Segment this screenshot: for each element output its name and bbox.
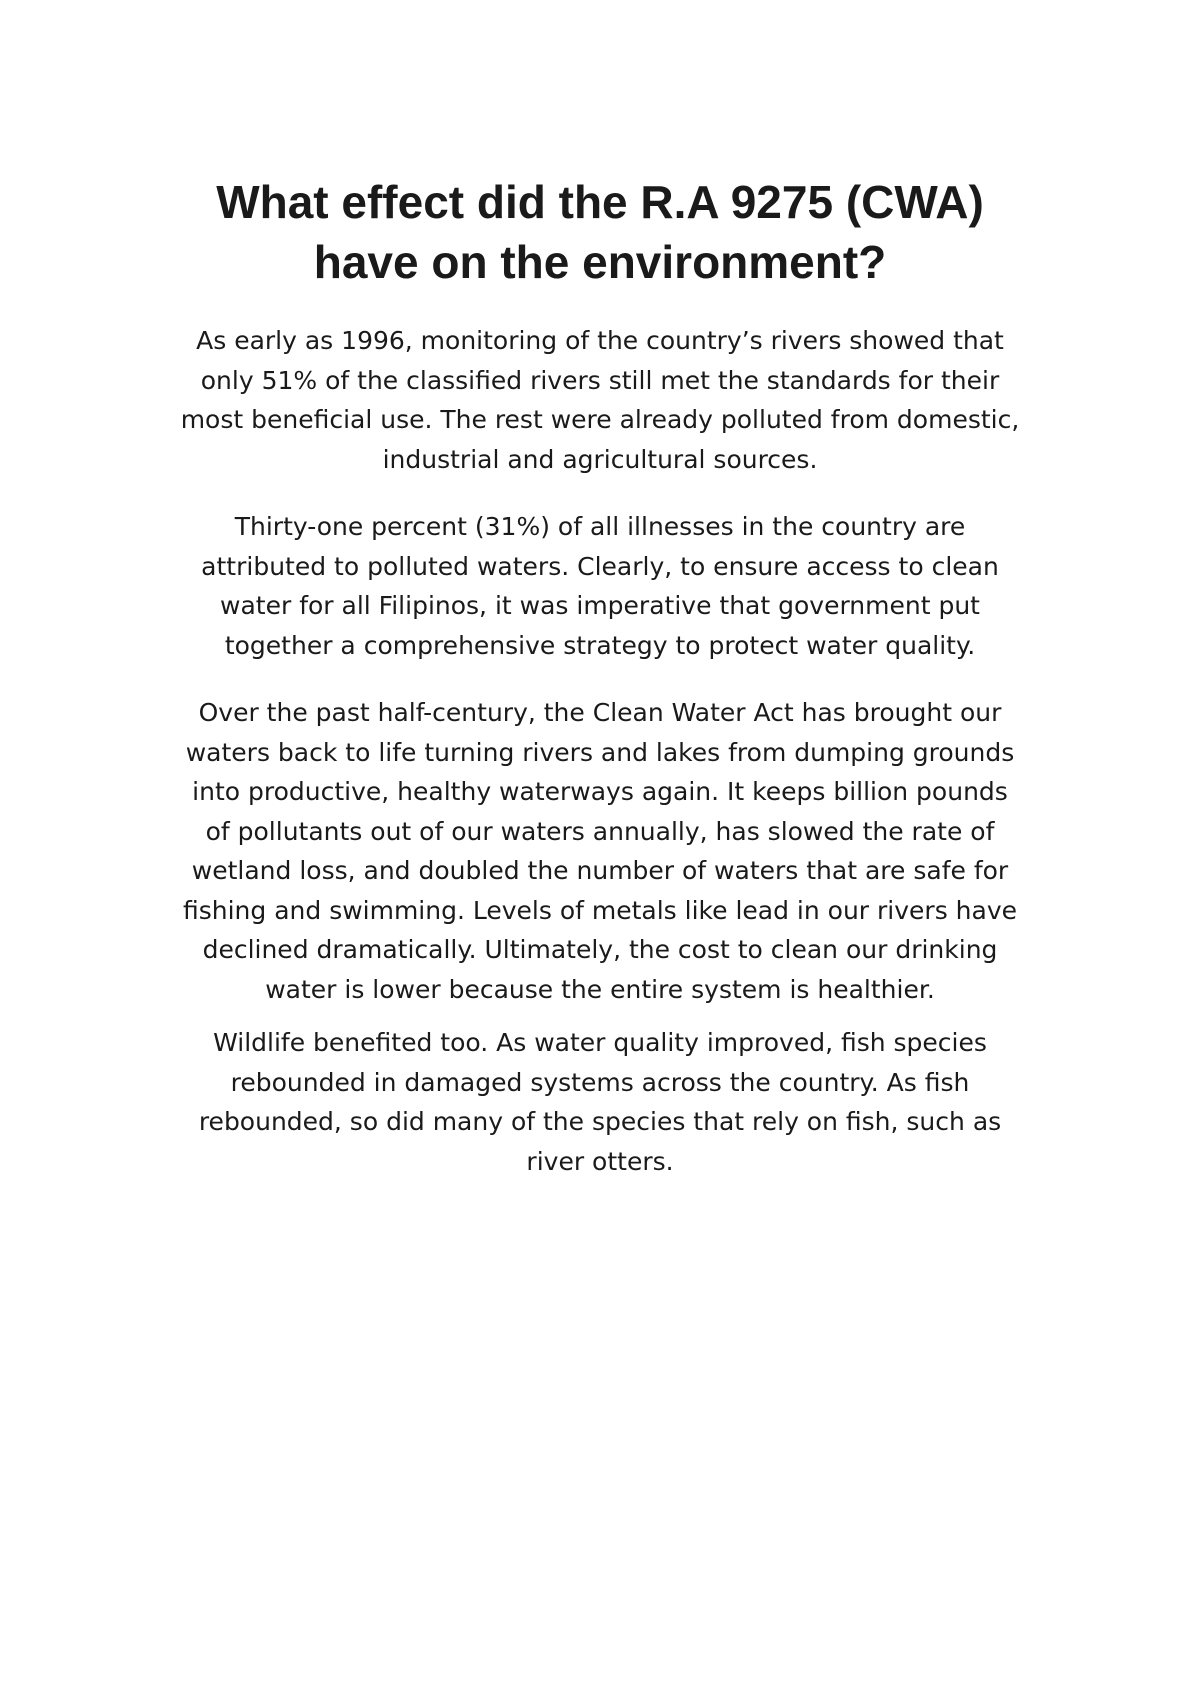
paragraph-river-monitoring: As early as 1996, monitoring of the country’s rivers showed that only 51% of the classified rivers still met the standards for their most beneficial use. The rest were already polluted from domestic, industrial and agricultural sources. [180, 326, 1020, 474]
paragraph-illness-statistics: Thirty-one percent (31%) of all illnesses in the country are attributed to polluted waters. Clearly, to ensure access to clean water for all Filipinos, it was imperative that government put together a comprehensive strategy to protect water quality. [201, 512, 999, 660]
document-title: What effect did the R.A 9275 (CWA) have on the environment? [216, 176, 984, 288]
paragraph-clean-water-act-effects: Over the past half-century, the Clean Water Act has brought our waters back to life turning rivers and lakes from dumping grounds into productive, healthy waterways again. It keeps billion pounds of pollutants out of our waters annually, has slowed the rate of wetland loss, and doubled the number of waters that are safe for fishing and swimming. Levels of metals like lead in our rivers have declined dramatically. Ultimately, the cost to clean our drinking water is lower because the entire system is healthier. [182, 698, 1018, 1004]
document-body [180, 172, 1020, 1181]
paragraph-wildlife-benefits: Wildlife benefited too. As water quality improved, fish species rebounded in damaged systems across the country. As fish rebounded, so did many of the species that rely on fish, such as river otters. [198, 1028, 1002, 1176]
